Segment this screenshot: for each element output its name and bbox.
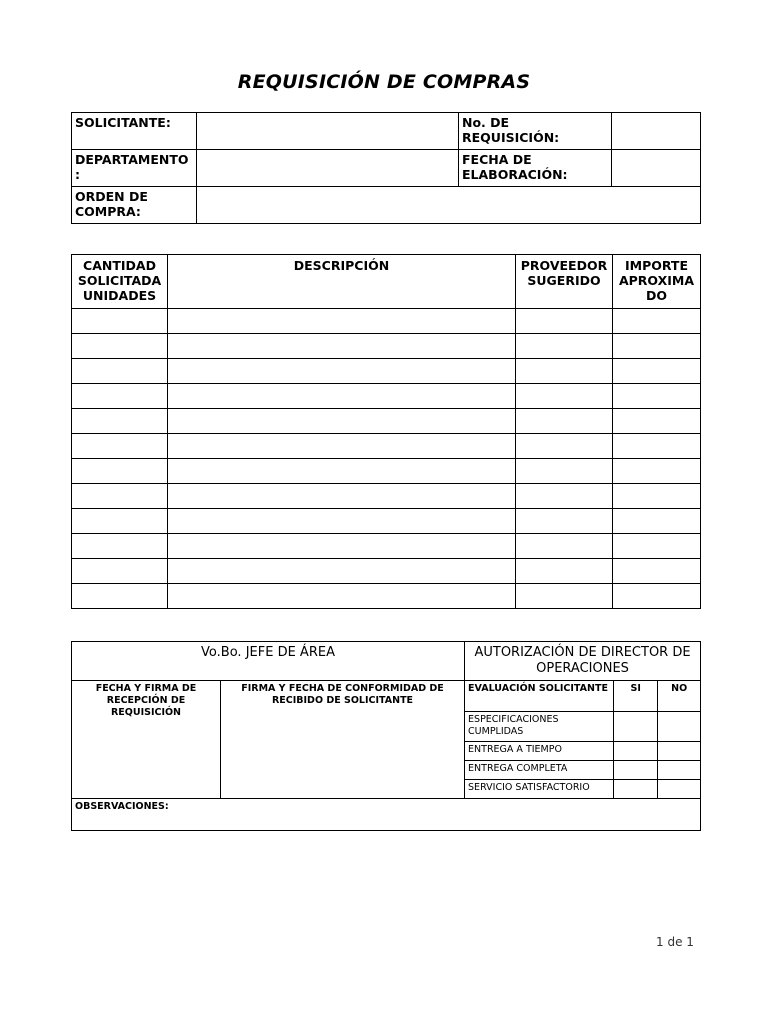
item-row (72, 559, 701, 584)
cantidad-cell[interactable] (72, 534, 168, 559)
column-header-importe: IMPORTE APROXIMA DO (613, 255, 701, 309)
departamento-field[interactable] (197, 150, 459, 187)
proveedor-cell[interactable] (516, 559, 613, 584)
evaluacion-table (465, 681, 700, 798)
proveedor-cell[interactable] (516, 509, 613, 534)
fecha-firma-recepcion-cell[interactable]: FECHA Y FIRMA DE RECEPCIÓN DE REQUISICIÓN (72, 681, 221, 799)
item-row (72, 384, 701, 409)
descripcion-cell[interactable] (168, 309, 516, 334)
cantidad-cell[interactable] (72, 559, 168, 584)
criterion-si-box[interactable] (614, 760, 658, 779)
no-requisicion-field[interactable] (612, 113, 701, 150)
column-header-descripcion: DESCRIPCIÓN (168, 255, 516, 309)
item-row (72, 534, 701, 559)
departamento-label: DEPARTAMENTO : (72, 150, 197, 187)
importe-cell[interactable] (613, 584, 701, 609)
importe-cell[interactable] (613, 559, 701, 584)
importe-cell[interactable] (613, 434, 701, 459)
cantidad-cell[interactable] (72, 309, 168, 334)
importe-cell[interactable] (613, 359, 701, 384)
descripcion-cell[interactable] (168, 334, 516, 359)
descripcion-cell[interactable] (168, 559, 516, 584)
item-row (72, 584, 701, 609)
column-header-proveedor: PROVEEDOR SUGERIDO (516, 255, 613, 309)
proveedor-cell[interactable] (516, 409, 613, 434)
proveedor-cell[interactable] (516, 359, 613, 384)
criterion-label: ENTREGA A TIEMPO (465, 741, 614, 760)
cantidad-cell[interactable] (72, 409, 168, 434)
item-row (72, 334, 701, 359)
cantidad-cell[interactable] (72, 459, 168, 484)
requisition-header-table (71, 112, 701, 224)
column-header-cantidad: CANTIDAD SOLICITADA UNIDADES (72, 255, 168, 309)
criterion-no-box[interactable] (658, 760, 700, 779)
approval-table (71, 641, 701, 831)
item-row (72, 459, 701, 484)
item-row (72, 434, 701, 459)
descripcion-cell[interactable] (168, 584, 516, 609)
item-row (72, 309, 701, 334)
evaluacion-cell (465, 681, 701, 799)
cantidad-cell[interactable] (72, 359, 168, 384)
importe-cell[interactable] (613, 334, 701, 359)
descripcion-cell[interactable] (168, 409, 516, 434)
items-header-row (72, 255, 701, 309)
descripcion-cell[interactable] (168, 359, 516, 384)
importe-cell[interactable] (613, 409, 701, 434)
orden-compra-label: ORDEN DE COMPRA: (72, 187, 197, 224)
descripcion-cell[interactable] (168, 534, 516, 559)
descripcion-cell[interactable] (168, 509, 516, 534)
importe-cell[interactable] (613, 384, 701, 409)
item-row (72, 359, 701, 384)
importe-cell[interactable] (613, 459, 701, 484)
page-title: REQUISICIÓN DE COMPRAS (237, 71, 531, 93)
proveedor-cell[interactable] (516, 334, 613, 359)
proveedor-cell[interactable] (516, 534, 613, 559)
cantidad-cell[interactable] (72, 509, 168, 534)
cantidad-cell[interactable] (72, 434, 168, 459)
importe-cell[interactable] (613, 309, 701, 334)
descripcion-cell[interactable] (168, 434, 516, 459)
importe-cell[interactable] (613, 509, 701, 534)
item-row (72, 484, 701, 509)
proveedor-cell[interactable] (516, 309, 613, 334)
criterion-si-box[interactable] (614, 779, 658, 798)
importe-cell[interactable] (613, 484, 701, 509)
cantidad-cell[interactable] (72, 334, 168, 359)
proveedor-cell[interactable] (516, 584, 613, 609)
criterion-si-box[interactable] (614, 711, 658, 741)
no-label: NO (658, 681, 700, 711)
vobo-jefe-area-label: Vo.Bo. JEFE DE ÁREA (72, 642, 465, 681)
descripcion-cell[interactable] (168, 459, 516, 484)
fecha-elaboracion-field[interactable] (612, 150, 701, 187)
evaluacion-label: EVALUACIÓN SOLICITANTE (465, 681, 614, 711)
descripcion-cell[interactable] (168, 484, 516, 509)
si-label: SI (614, 681, 658, 711)
fecha-elaboracion-label: FECHA DE ELABORACIÓN: (459, 150, 612, 187)
descripcion-cell[interactable] (168, 384, 516, 409)
items-table (71, 254, 701, 609)
item-row (72, 409, 701, 434)
autorizacion-director-label: AUTORIZACIÓN DE DIRECTOR DE OPERACIONES (465, 642, 701, 681)
proveedor-cell[interactable] (516, 384, 613, 409)
cantidad-cell[interactable] (72, 584, 168, 609)
solicitante-label: SOLICITANTE: (72, 113, 197, 150)
criterion-label: ENTREGA COMPLETA (465, 760, 614, 779)
proveedor-cell[interactable] (516, 434, 613, 459)
criterion-no-box[interactable] (658, 779, 700, 798)
no-requisicion-label: No. DE REQUISICIÓN: (459, 113, 612, 150)
items-body (72, 309, 701, 609)
cantidad-cell[interactable] (72, 384, 168, 409)
observaciones-field[interactable]: OBSERVACIONES: (72, 799, 701, 831)
criterion-label: SERVICIO SATISFACTORIO (465, 779, 614, 798)
criterion-label: ESPECIFICACIONES CUMPLIDAS (465, 711, 614, 741)
firma-conformidad-cell[interactable]: FIRMA Y FECHA DE CONFORMIDAD DE RECIBIDO DE SOLICITANTE (221, 681, 465, 799)
proveedor-cell[interactable] (516, 484, 613, 509)
proveedor-cell[interactable] (516, 459, 613, 484)
criterion-no-box[interactable] (658, 741, 700, 760)
criterion-no-box[interactable] (658, 711, 700, 741)
criterion-si-box[interactable] (614, 741, 658, 760)
page-number: 1 de 1 (656, 935, 694, 949)
solicitante-field[interactable] (197, 113, 459, 150)
item-row (72, 509, 701, 534)
cantidad-cell[interactable] (72, 484, 168, 509)
importe-cell[interactable] (613, 534, 701, 559)
orden-compra-field[interactable] (197, 187, 701, 224)
